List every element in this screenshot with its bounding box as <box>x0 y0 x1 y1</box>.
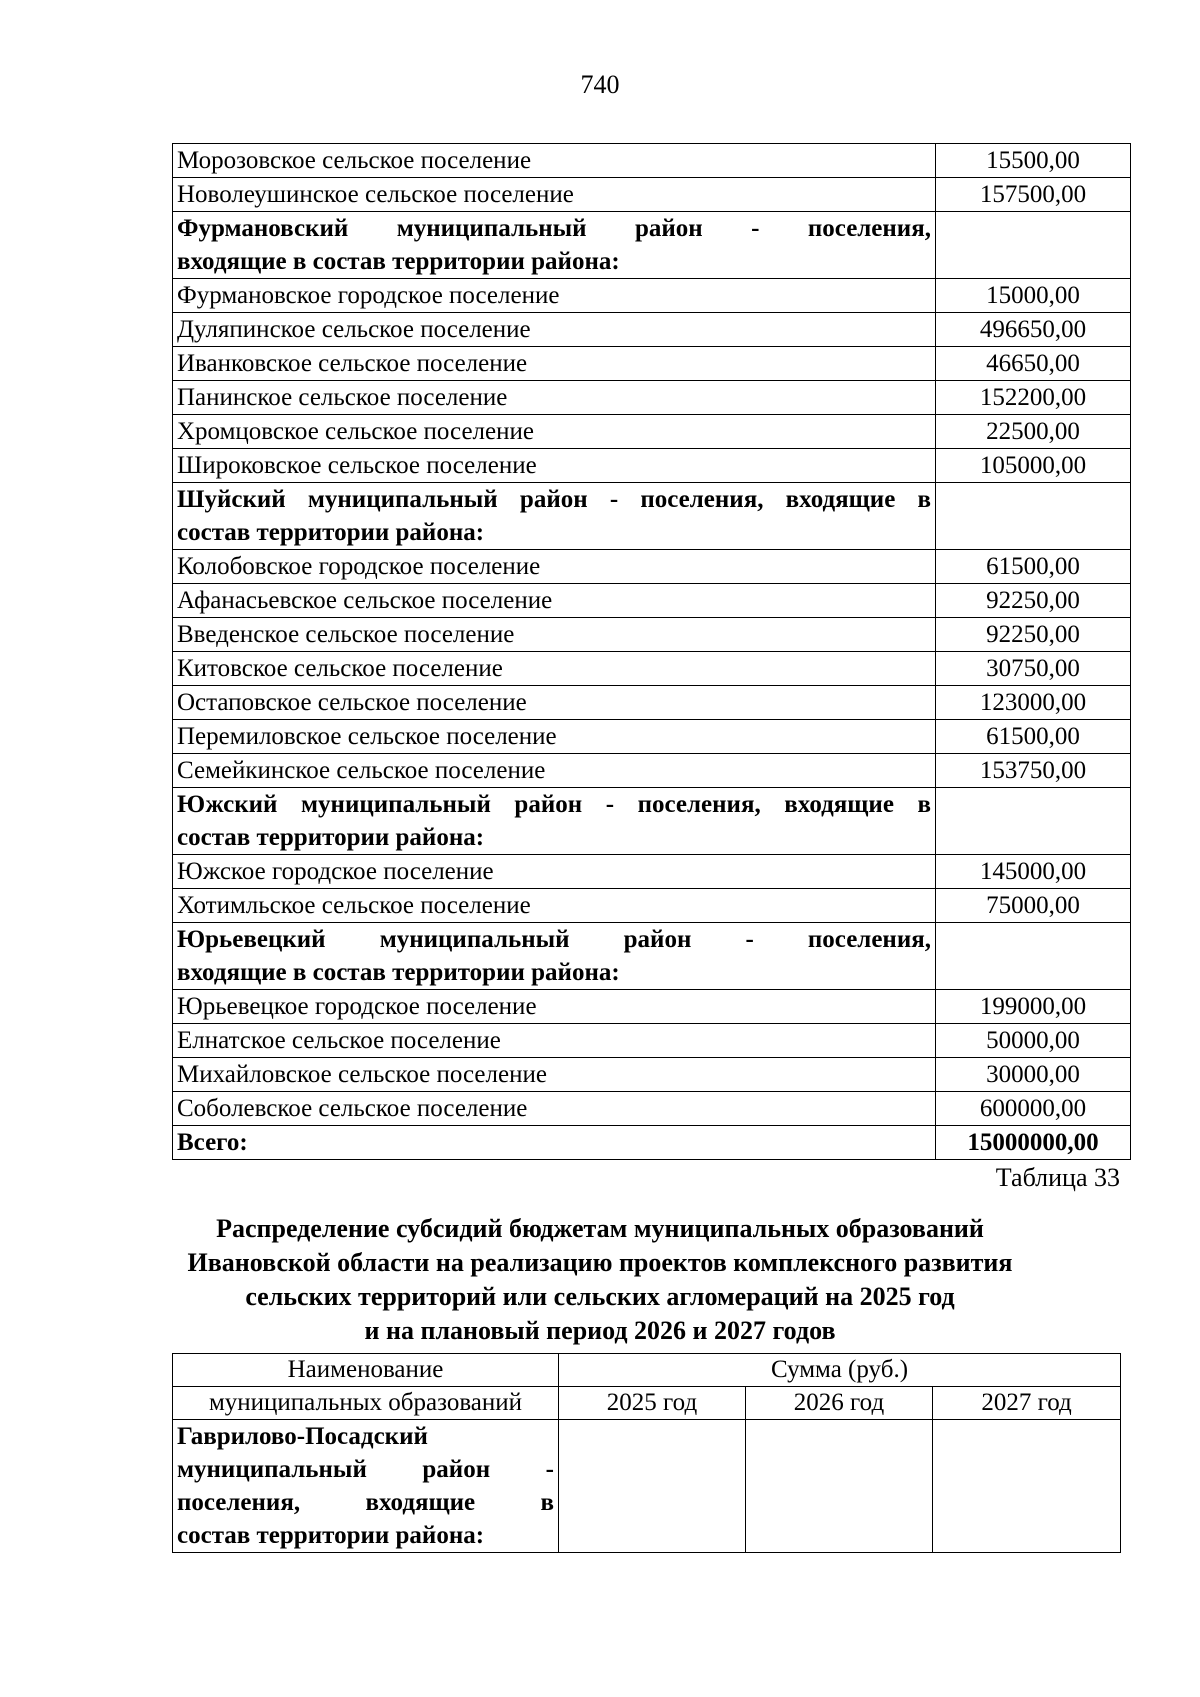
amount-value: 496650,00 <box>936 313 1131 347</box>
header-name-cell: Наименование <box>173 1354 559 1387</box>
amount-value: 22500,00 <box>936 415 1131 449</box>
amount-value: 30000,00 <box>936 1058 1131 1092</box>
table-row <box>173 584 1131 618</box>
settlement-name: Фурмановское городское поселение <box>173 279 936 313</box>
amount-value: 50000,00 <box>936 1024 1131 1058</box>
empty-value-cell <box>936 483 1131 550</box>
amount-value: 92250,00 <box>936 584 1131 618</box>
district-header-row <box>173 788 1131 855</box>
district-header-line: муниципальный район - <box>177 1456 554 1483</box>
table-row <box>173 990 1131 1024</box>
empty-value-cell <box>936 212 1131 279</box>
empty-value-cell <box>936 923 1131 990</box>
settlement-name: Хромцовское сельское поселение <box>173 415 936 449</box>
district-header-cell <box>173 212 936 279</box>
table-row <box>173 889 1131 923</box>
table-caption: Таблица 33 <box>995 1163 1120 1192</box>
table-title-line: Ивановской области на реализацию проектов комплексного развития <box>187 1248 1013 1277</box>
district-header-line: состав территории района: <box>177 824 485 851</box>
table-row <box>173 652 1131 686</box>
settlement-name: Елнатское сельское поселение <box>173 1024 936 1058</box>
district-header-cell <box>173 788 936 855</box>
table-row <box>173 347 1131 381</box>
table-row <box>173 449 1131 483</box>
settlement-name: Китовское сельское поселение <box>173 652 936 686</box>
amount-value: 15000,00 <box>936 279 1131 313</box>
settlement-name: Афанасьевское сельское поселение <box>173 584 936 618</box>
amount-value: 152200,00 <box>936 381 1131 415</box>
total-label: Всего: <box>173 1126 936 1160</box>
table-header-row <box>173 1354 1121 1387</box>
district-header-line: входящие в состав территории района: <box>177 959 620 986</box>
value-cell-2027 <box>933 1420 1121 1553</box>
settlement-name: Соболевское сельское поселение <box>173 1092 936 1126</box>
district-header-line: входящие в состав территории района: <box>177 248 620 275</box>
district-header-line: поселения, входящие в <box>177 1489 554 1516</box>
district-header-cell <box>173 1420 559 1553</box>
amount-value: 46650,00 <box>936 347 1131 381</box>
district-header-cell <box>173 923 936 990</box>
settlement-name: Введенское сельское поселение <box>173 618 936 652</box>
settlement-name: Новолеушинское сельское поселение <box>173 178 936 212</box>
table-row <box>173 279 1131 313</box>
table-title-line: сельских территорий или сельских агломераций на 2025 год <box>245 1282 955 1311</box>
value-cell-2026 <box>746 1420 933 1553</box>
district-header-line: Шуйский муниципальный район - поселения, входящие в <box>177 486 931 513</box>
table-title <box>120 1212 1080 1348</box>
table-row <box>173 1058 1131 1092</box>
amount-value: 75000,00 <box>936 889 1131 923</box>
total-row <box>173 1126 1131 1160</box>
table-row <box>173 550 1131 584</box>
amount-value: 153750,00 <box>936 754 1131 788</box>
subsidy-distribution-table <box>172 1353 1121 1553</box>
district-header-row <box>173 212 1131 279</box>
header-year-cell: 2027 год <box>933 1387 1121 1420</box>
district-header-row <box>173 483 1131 550</box>
table-row <box>173 178 1131 212</box>
district-header-row <box>173 923 1131 990</box>
table-row <box>173 381 1131 415</box>
settlement-name: Михайловское сельское поселение <box>173 1058 936 1092</box>
settlements-table <box>172 143 1131 1160</box>
table-row <box>173 1420 1121 1553</box>
header-name-cell: муниципальных образований <box>173 1387 559 1420</box>
amount-value: 105000,00 <box>936 449 1131 483</box>
district-header-line: Фурмановский муниципальный район - поселения, <box>177 215 931 242</box>
district-header-line: Гаврилово-Посадский <box>177 1423 428 1450</box>
table-row <box>173 855 1131 889</box>
table-row <box>173 686 1131 720</box>
settlement-name: Панинское сельское поселение <box>173 381 936 415</box>
table-header-row <box>173 1387 1121 1420</box>
table-row <box>173 754 1131 788</box>
settlement-name: Южское городское поселение <box>173 855 936 889</box>
settlement-name: Дуляпинское сельское поселение <box>173 313 936 347</box>
empty-value-cell <box>936 788 1131 855</box>
district-header-line: Юрьевецкий муниципальный район - поселения, <box>177 926 931 953</box>
value-cell-2025 <box>559 1420 746 1553</box>
table-row <box>173 313 1131 347</box>
amount-value: 61500,00 <box>936 720 1131 754</box>
total-value: 15000000,00 <box>936 1126 1131 1160</box>
amount-value: 92250,00 <box>936 618 1131 652</box>
settlement-name: Перемиловское сельское поселение <box>173 720 936 754</box>
table-row <box>173 415 1131 449</box>
settlement-name: Иванковское сельское поселение <box>173 347 936 381</box>
amount-value: 199000,00 <box>936 990 1131 1024</box>
settlement-name: Колобовское городское поселение <box>173 550 936 584</box>
settlement-name: Остаповское сельское поселение <box>173 686 936 720</box>
table-row <box>173 618 1131 652</box>
amount-value: 15500,00 <box>936 144 1131 178</box>
district-header-line: Южский муниципальный район - поселения, входящие в <box>177 791 931 818</box>
settlement-name: Широковское сельское поселение <box>173 449 936 483</box>
table-row <box>173 720 1131 754</box>
header-year-cell: 2025 год <box>559 1387 746 1420</box>
amount-value: 600000,00 <box>936 1092 1131 1126</box>
table-title-line: и на плановый период 2026 и 2027 годов <box>364 1316 836 1345</box>
amount-value: 123000,00 <box>936 686 1131 720</box>
table-row <box>173 1024 1131 1058</box>
page-number: 740 <box>580 70 620 99</box>
table-row <box>173 144 1131 178</box>
settlement-name: Юрьевецкое городское поселение <box>173 990 936 1024</box>
amount-value: 145000,00 <box>936 855 1131 889</box>
header-year-cell: 2026 год <box>746 1387 933 1420</box>
header-sum-cell: Сумма (руб.) <box>559 1354 1121 1387</box>
district-header-cell <box>173 483 936 550</box>
settlement-name: Хотимльское сельское поселение <box>173 889 936 923</box>
settlement-name: Семейкинское сельское поселение <box>173 754 936 788</box>
district-header-line: состав территории района: <box>177 1522 485 1549</box>
table-title-line: Распределение субсидий бюджетам муниципальных образований <box>216 1214 984 1243</box>
district-header-line: состав территории района: <box>177 519 485 546</box>
table-row <box>173 1092 1131 1126</box>
settlement-name: Морозовское сельское поселение <box>173 144 936 178</box>
amount-value: 30750,00 <box>936 652 1131 686</box>
amount-value: 61500,00 <box>936 550 1131 584</box>
amount-value: 157500,00 <box>936 178 1131 212</box>
